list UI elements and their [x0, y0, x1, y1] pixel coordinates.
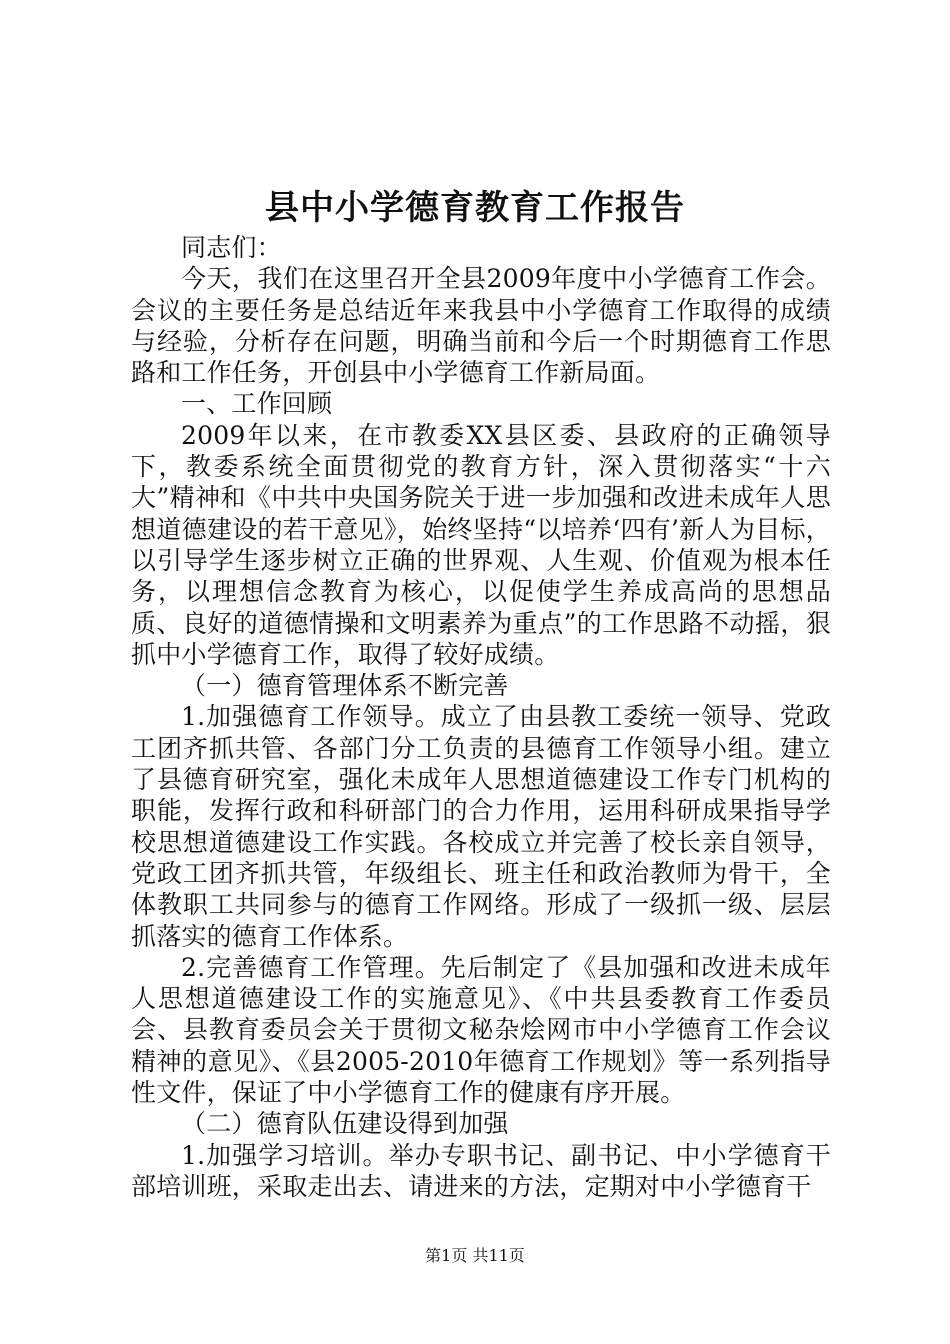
document-title: 县中小学德育教育工作报告 [265, 188, 685, 228]
section-heading-review: 一、工作回顾 [181, 389, 333, 419]
page-footer: 第1页 共11页 [425, 1246, 525, 1265]
document-body [131, 232, 831, 1202]
paragraph-item-1-1: 1.加强德育工作领导。成立了由县教工委统一领导、党政工团齐抓共管、各部门分工负责的县德育工作领导小组。建立了县德育研究室，强化未成年人思想道德建设工作专门机构的职能，发挥行政和科研部门的合力作用，运用科研成果指导学校思想道德建设工作实践。各校成立并完善了校长亲自领导，党政工团齐抓共管，年级组长、班主任和政治教师为骨干，全体教职工共同参与的德育工作网络。形成了一级抓一级、层层抓落实的德育工作体系。 [131, 702, 831, 951]
paragraph-item-1-2: 2.完善德育工作管理。先后制定了《县加强和改进未成年人思想道德建设工作的实施意见》、《中共县委教育工作委员会、县教育委员会关于贯彻文秘杂烩网市中小学德育工作会议精神的意见》、《县2005-2010年德育工作规划》等一系列指导性文件，保证了中小学德育工作的健康有序开展。 [131, 952, 831, 1108]
subsection-heading-1: （一）德育管理体系不断完善 [181, 671, 509, 701]
paragraph-item-2-1: 1.加强学习培训。举办专职书记、副书记、中小学德育干部培训班，采取走出去、请进来的方法，定期对中小学德育干 [131, 1140, 831, 1201]
subsection-heading-2: （二）德育队伍建设得到加强 [181, 1109, 509, 1139]
salutation: 同志们： [181, 233, 282, 262]
paragraph-review: 2009年以来，在市教委XX县区委、县政府的正确领导下，教委系统全面贯彻党的教育方针，深入贯彻落实“十六大”精神和《中共中央国务院关于进一步加强和改进未成年人思想道德建设的若干意见》，始终坚持“以培养‘四有’新人为目标，以引导学生逐步树立正确的世界观、人生观、价值观为根本任务，以理想信念教育为核心，以促使学生养成高尚的思想品质、良好的道德情操和文明素养为重点”的工作思路不动摇，狠抓中小学德育工作，取得了较好成绩。 [131, 420, 831, 669]
paragraph-intro: 今天，我们在这里召开全县2009年度中小学德育工作会。会议的主要任务是总结近年来我县中小学德育工作取得的成绩与经验，分析存在问题，明确当前和今后一个时期德育工作思路和工作任务，开创县中小学德育工作新局面。 [131, 264, 831, 388]
